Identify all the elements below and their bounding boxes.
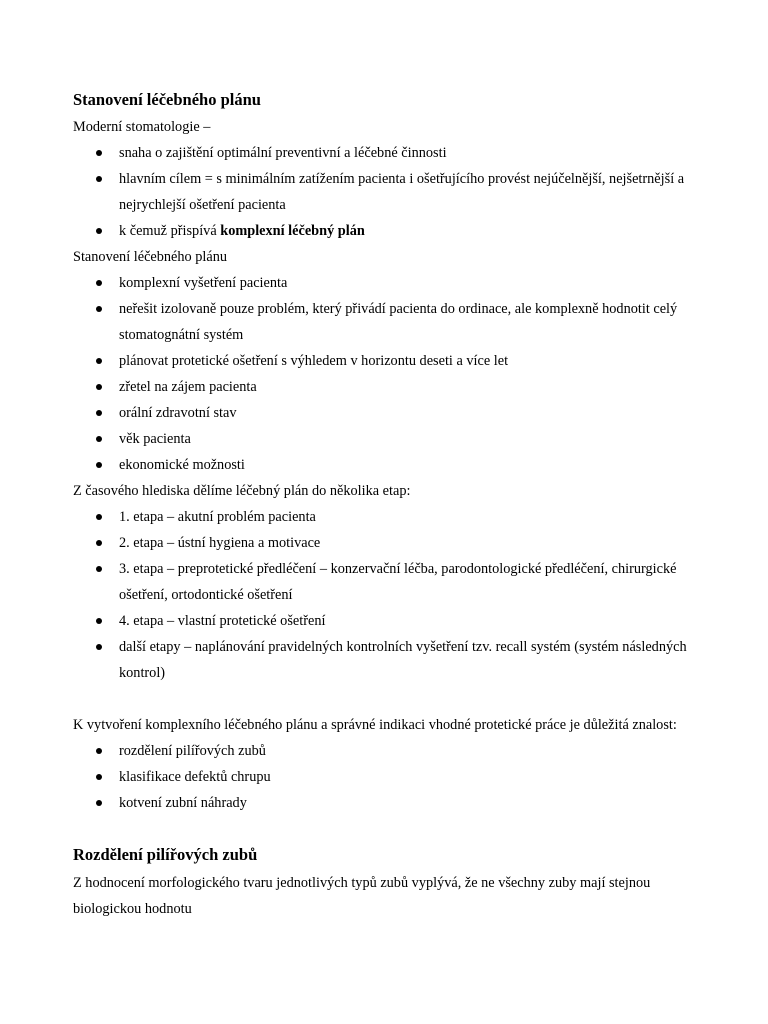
list-item (73, 530, 713, 556)
list-item-text: 4. etapa – vlastní protetické ošetření (119, 613, 326, 629)
list-item (73, 556, 713, 608)
list-item-text: kotvení zubní náhrady (119, 795, 247, 811)
bullet-icon (96, 800, 102, 806)
bullet-icon (96, 540, 102, 546)
bullet-icon (96, 436, 102, 442)
list-item (73, 608, 713, 634)
section-heading-treatment-plan: Stanovení léčebného plánu (73, 90, 261, 109)
list-item (73, 764, 713, 790)
list-item (73, 166, 713, 218)
list-item (73, 296, 713, 348)
bullet-icon (96, 358, 102, 364)
list-item (73, 348, 713, 374)
bullet-icon (96, 644, 102, 650)
list-item-text: orální zdravotní stav (119, 405, 237, 421)
intro-list (73, 140, 713, 244)
list-item (73, 790, 713, 816)
list-item-text: ekonomické možnosti (119, 457, 245, 473)
bullet-icon (96, 150, 102, 156)
bullet-icon (96, 462, 102, 468)
list-item (73, 452, 713, 478)
list-item-text: věk pacienta (119, 431, 191, 447)
list-item (73, 400, 713, 426)
bullet-icon (96, 176, 102, 182)
list-item-text: 2. etapa – ústní hygiena a motivace (119, 535, 321, 551)
list-item-text: rozdělení pilířových zubů (119, 743, 266, 759)
bullet-icon (96, 228, 102, 234)
knowledge-list (73, 738, 713, 816)
list-item (73, 504, 713, 530)
list-item-text: 3. etapa – preprotetické předléčení – konzervační léčba, parodontologické předléčení, chirurgické ošetření, ortodontické ošetření (119, 561, 677, 603)
bullet-icon (96, 280, 102, 286)
list-item (73, 374, 713, 400)
bullet-icon (96, 306, 102, 312)
bullet-icon (96, 384, 102, 390)
intro-paragraph: Moderní stomatologie – (73, 119, 211, 135)
bullet-icon (96, 774, 102, 780)
list-item (73, 218, 713, 244)
bullet-icon (96, 748, 102, 754)
paragraph-spacer (73, 686, 713, 712)
list-item-text: hlavním cílem = s minimálním zatížením pacienta i ošetřujícího provést nejúčelnější, nejšetrnější a nejrychlejší ošetření pacienta (119, 171, 685, 213)
list-item-text: zřetel na zájem pacienta (119, 379, 257, 395)
section-heading-abutment-teeth: Rozdělení pilířových zubů (73, 845, 258, 864)
list-item (73, 270, 713, 296)
bullet-icon (96, 410, 102, 416)
plan-criteria-list (73, 270, 713, 478)
bullet-icon (96, 566, 102, 572)
list-item-text: snaha o zajištění optimální preventivní a léčebné činnosti (119, 145, 447, 161)
document-body (73, 88, 713, 922)
list-item (73, 634, 713, 686)
bold-term: komplexní léčebný plán (220, 223, 365, 239)
bullet-icon (96, 514, 102, 520)
section-label: Stanovení léčebného plánu (73, 249, 228, 265)
list-item-text: 1. etapa – akutní problém pacienta (119, 509, 316, 525)
list-item (73, 738, 713, 764)
list-item (73, 426, 713, 452)
list-item-text: komplexní vyšetření pacienta (119, 275, 288, 291)
list-item-text: další etapy – naplánování pravidelných kontrolních vyšetření tzv. recall systém (systém následných kontrol) (119, 639, 687, 681)
list-item-text: k čemuž přispívá (119, 223, 221, 239)
bullet-icon (96, 618, 102, 624)
closing-paragraph: Z hodnocení morfologického tvaru jednotlivých typů zubů vyplývá, že ne všechny zuby mají stejnou biologickou hodnotu (73, 875, 651, 917)
stages-intro: Z časového hlediska dělíme léčebný plán do několika etap: (73, 483, 411, 499)
list-item (73, 140, 713, 166)
list-item-text: plánovat protetické ošetření s výhledem v horizontu deseti a více let (119, 353, 509, 369)
list-item-text: klasifikace defektů chrupu (119, 769, 271, 785)
stages-list (73, 504, 713, 686)
list-item-text: neřešit izolovaně pouze problém, který přivádí pacienta do ordinace, ale komplexně hodnotit celý stomatognátní systém (119, 301, 678, 343)
knowledge-intro: K vytvoření komplexního léčebného plánu a správné indikaci vhodné protetické práce je důležitá znalost: (73, 717, 677, 733)
